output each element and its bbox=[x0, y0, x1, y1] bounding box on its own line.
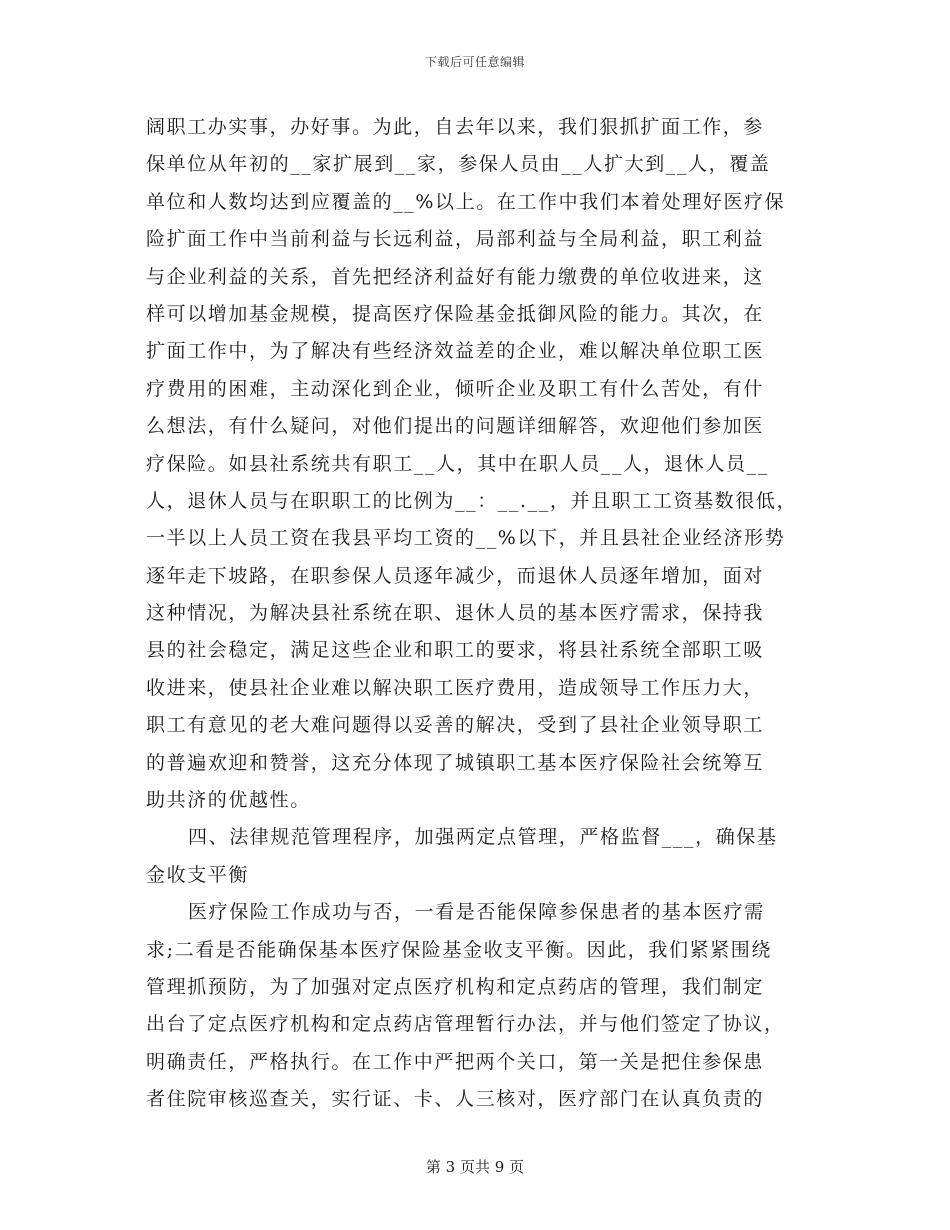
text-line: 出台了定点医疗机构和定点药店管理暂行办法，并与他们签定了协议， bbox=[146, 1013, 785, 1036]
text-line: 单位和人数均达到应覆盖的__%以上。在工作中我们本着处理好医疗保 bbox=[146, 190, 786, 213]
text-line: 险扩面工作中当前利益与长远利益，局部利益与全局利益，职工利益 bbox=[146, 228, 765, 251]
text-line: 阔职工办实事，办好事。为此，自去年以来，我们狠抓扩面工作，参 bbox=[146, 116, 765, 138]
text-line: 助共济的优越性。 bbox=[146, 789, 311, 812]
text-line: 者住院审核巡查关，实行证、卡、人三核对，医疗部门在认真负责的 bbox=[146, 1088, 765, 1111]
text-line: 职工有意见的老大难问题得以妥善的解决，受到了县社企业领导职工 bbox=[146, 714, 765, 737]
text-line: 逐年走下坡路，在职参保人员逐年减少，而退休人员逐年增加，面对 bbox=[146, 564, 765, 587]
text-line: 金收支平衡 bbox=[146, 863, 250, 886]
text-line: 疗保险。如县社系统共有职工__人，其中在职人员__人，退休人员__ bbox=[146, 452, 769, 475]
text-line: 样可以增加基金规模，提高医疗保险基金抵御风险的能力。其次，在 bbox=[146, 302, 765, 325]
text-line: 这种情况，为解决县社系统在职、退休人员的基本医疗需求，保持我 bbox=[146, 602, 765, 625]
text-line: 的普遍欢迎和赞誉，这充分体现了城镇职工基本医疗保险社会统筹互 bbox=[146, 751, 765, 774]
text-line: 管理抓预防，为了加强对定点医疗机构和定点药店的管理，我们制定 bbox=[146, 975, 765, 998]
page-header: 下载后可任意编辑 bbox=[424, 55, 525, 69]
text-line: 疗费用的困难，主动深化到企业，倾听企业及职工有什么苦处，有什 bbox=[146, 377, 765, 400]
text-line: 医疗保险工作成功与否，一看是否能保障参保患者的基本医疗需 bbox=[188, 901, 765, 924]
text-line: 求;二看是否能确保基本医疗保险基金收支平衡。因此，我们紧紧围绕 bbox=[146, 938, 773, 961]
text-line: 保单位从年初的__家扩展到__家，参保人员由__人扩大到__人，覆盖 bbox=[146, 153, 771, 176]
text-line: 扩面工作中，为了解决有些经济效益差的企业，难以解决单位职工医 bbox=[146, 340, 765, 363]
text-line: 县的社会稳定，满足这些企业和职工的要求，将县社系统全部职工吸 bbox=[146, 639, 765, 662]
page-footer: 第 3 页共 9 页 bbox=[425, 1158, 525, 1176]
text-line: 么想法，有什么疑问，对他们提出的问题详细解答，欢迎他们参加医 bbox=[146, 415, 765, 438]
text-line: 明确责任，严格执行。在工作中严把两个关口，第一关是把住参保患 bbox=[146, 1050, 765, 1073]
text-line: 与企业利益的关系，首先把经济利益好有能力缴费的单位收进来，这 bbox=[146, 265, 765, 288]
text-line: 四、法律规范管理程序，加强两定点管理，严格监督___，确保基 bbox=[188, 826, 778, 849]
document-body bbox=[146, 109, 806, 1119]
text-line: 人，退休人员与在职职工的比例为__：__.__，并且职工工资基数很低， bbox=[146, 489, 798, 512]
text-line: 一半以上人员工资在我县平均工资的__%以下，并且县社企业经济形势 bbox=[146, 527, 786, 550]
text-line: 收进来，使县社企业难以解决职工医疗费用，造成领导工作压力大， bbox=[146, 676, 765, 699]
